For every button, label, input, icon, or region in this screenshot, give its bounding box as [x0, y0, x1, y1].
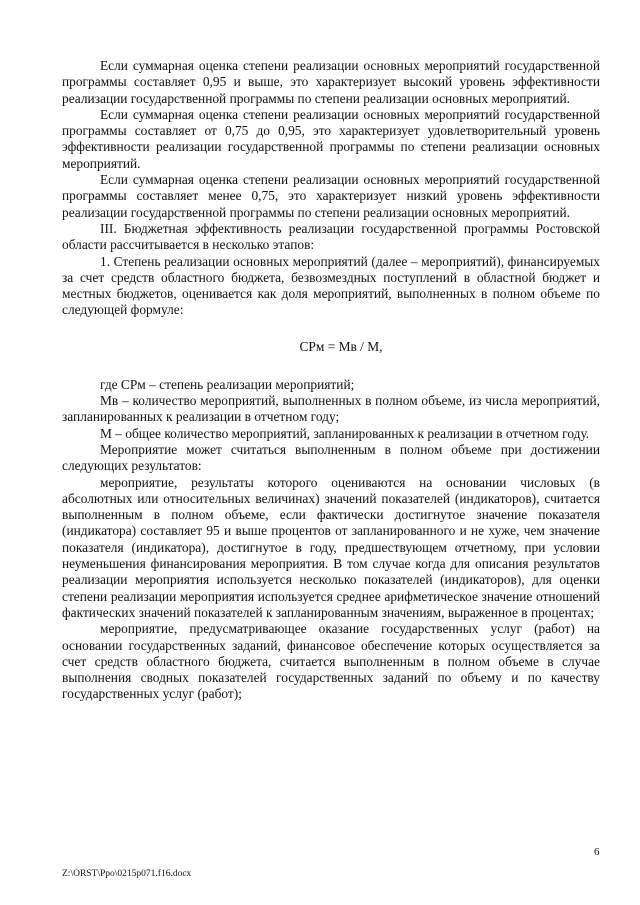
paragraph-step-1: 1. Степень реализации основных мероприятий (далее – мероприятий), финансируемых за счет средств областного бюджета, безвозмездных поступлений в областной бюджет и местных бюджетов, оценивается как доля мероприятий, выполненных в полном объеме по следующей формуле: — [62, 253, 600, 318]
paragraph-satisfactory-level: Если суммарная оценка степени реализации основных мероприятий государственной программы составляет от 0,75 до 0,95, это характеризует удовлетворительный уровень эффективности реализации государственной программы по степени реализации основных мероприятий. — [62, 106, 600, 171]
formula: СРм = Мв / М, — [299, 338, 383, 354]
paragraph-where: где СРм – степень реализации мероприятий; — [100, 376, 355, 392]
paragraph-numeric-indicators: мероприятие, результаты которого оцениваются на основании числовых (в абсолютных или относительных величинах) значений показателей (индикаторов), считается выполненным в полном объеме, если фактически достигнутое значение показателя (индикатора) составляет 95 и выше процентов от запланированного и не хуже, чем значение показателя (индикатора), достигнутое в году, предшествующем отчетному, при условии неуменьшения финансирования мероприятия. В том случае когда для описания результатов реализации мероприятия используется несколько показателей (индикаторов), для оценки степени реализации мероприятия используется среднее арифметическое значение отношений фактических значений показателей к запланированным значениям, выраженное в процентах; — [62, 474, 600, 620]
paragraph-high-level: Если суммарная оценка степени реализации основных мероприятий государственной программы составляет 0,95 и выше, это характеризует высокий уровень эффективности реализации государственной программы по степени реализации основных мероприятий. — [62, 58, 600, 106]
footer-file-path: Z:\ORST\Ppo\0215p071.f16.docx — [62, 869, 192, 879]
paragraph-state-services: мероприятие, предусматривающее оказание государственных услуг (работ) на основании государственных заданий, финансовое обеспечение которых осуществляется за счет средств областного бюджета, считается выполненным в полном объеме в случае выполнения сводных показателей государственных заданий по объему и по качеству государственных услуг (работ); — [62, 621, 600, 702]
paragraph-low-level: Если суммарная оценка степени реализации основных мероприятий государственной программы составляет менее 0,75, это характеризует низкий уровень эффективности реализации государственной программы по степени реализации основных мероприятий. — [62, 172, 600, 220]
document-body — [62, 58, 600, 703]
page-number: 6 — [594, 846, 600, 858]
paragraph-m-definition: М – общее количество мероприятий, запланированных к реализации в отчетном году. — [100, 425, 590, 441]
paragraph-mv-definition: Мв – количество мероприятий, выполненных в полном объеме, из числа мероприятий, запланированных к реализации в отчетном году; — [62, 393, 600, 425]
paragraph-completion-criteria: Мероприятие может считаться выполненным в полном объеме при достижении следующих результатов: — [62, 441, 600, 474]
paragraph-budget-efficiency: III. Бюджетная эффективность реализации государственной программы Ростовской области рассчитывается в несколько этапов: — [62, 220, 600, 253]
